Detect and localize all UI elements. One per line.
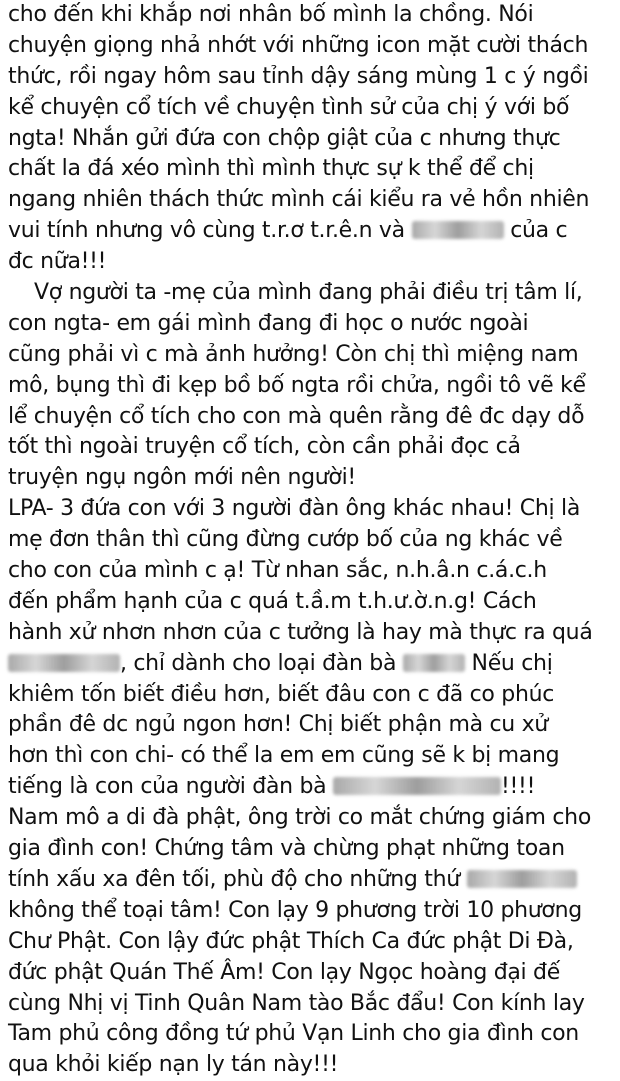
text-fragment: vui tính nhưng vô cùng t.r.ơ t.r.ê.n và bbox=[8, 218, 412, 244]
blurred-text-redaction bbox=[467, 870, 577, 888]
text-line: truyện ngụ ngôn mới nên người! bbox=[8, 465, 356, 491]
text-line: kể chuyện cổ tích về chuyện tình sử của chị ý với bố bbox=[8, 94, 570, 120]
text-line: cho đến khi khắp nơi nhân bố mình la chồng. Nói bbox=[8, 2, 534, 27]
text-line: thức, rồi ngay hôm sau tỉnh dậy sáng mùng 1 c ý ngồi bbox=[8, 63, 589, 89]
text-line: Tam phủ công đồng tứ phủ Vạn Linh cho gia đình con bbox=[8, 1021, 579, 1047]
text-line bbox=[8, 865, 616, 896]
text-line: Chư Phật. Con lậy đức phật Thích Ca đức phật Di Đà, bbox=[8, 928, 574, 954]
text-line: mẹ đơn thân thì cũng đừng cướp bố của ng khác về bbox=[8, 527, 563, 553]
text-line: qua khỏi kiếp nạn ly tán này!!! bbox=[8, 1052, 339, 1078]
text-line: gia đình con! Chứng tâm và chừng phạt những toan bbox=[8, 836, 565, 862]
blurred-text-redaction bbox=[403, 654, 465, 672]
post-body-text bbox=[8, 0, 616, 1081]
text-line bbox=[8, 216, 616, 247]
text-fragment: của c bbox=[503, 218, 568, 244]
text-fragment: Nếu chị bbox=[464, 650, 553, 676]
text-line bbox=[8, 772, 616, 803]
text-line: hơn thì con chi- có thể la em em cũng sẽ k bị mang bbox=[8, 743, 560, 769]
text-line: ngang nhiên thách thức mình cái kiểu ra vẻ hồn nhiên bbox=[8, 187, 590, 213]
text-line: cùng Nhị vị Tinh Quân Nam tào Bắc đẩu! Con kính lay bbox=[8, 990, 585, 1016]
blurred-text-redaction bbox=[333, 777, 501, 795]
text-line: chất la đá xéo mình thì mình thực sự k thể để chị bbox=[8, 156, 534, 182]
text-line: cũng phải vì c mà ảnh hưởng! Còn chị thì miệng nam bbox=[8, 341, 579, 367]
text-line: không thể toại tâm! Con lạy 9 phương trời 10 phương bbox=[8, 897, 582, 923]
text-line: đức phật Quán Thế Âm! Con lạy Ngọc hoàng đại đế bbox=[8, 959, 560, 985]
text-fragment: tính xấu xa đên tối, phù độ cho những thứ bbox=[8, 866, 467, 892]
blurred-text-redaction bbox=[8, 654, 120, 672]
text-line: khiêm tốn biết điều hơn, biết đâu con c đã co phúc bbox=[8, 681, 555, 707]
text-fragment: tiếng là con của người đàn bà bbox=[8, 774, 334, 800]
paragraph-first-line: Vợ người ta -mẹ của mình đang phải điều trị tâm lí, bbox=[34, 280, 583, 306]
blurred-text-redaction bbox=[412, 221, 504, 239]
paragraph-first-line: Nam mô a di đà phật, ông trời co mắt chứng giám cho bbox=[8, 805, 591, 831]
text-line: cho con của mình c ạ! Từ nhan sắc, n.h.â.n c.á.c.h bbox=[8, 558, 547, 584]
text-fragment: , chỉ dành cho loại đàn bà bbox=[120, 650, 403, 676]
paragraph-first-line: LPA- 3 đứa con với 3 người đàn ông khác nhau! Chị là bbox=[8, 496, 580, 522]
text-fragment: !!!! bbox=[501, 774, 536, 800]
text-line: mô, bụng thì đi kẹp bồ bố ngta rồi chửa, ngồi tô vẽ kể bbox=[8, 372, 586, 398]
text-line: hành xử nhơn nhơn của c tưởng là hay mà thực ra quá bbox=[8, 619, 593, 645]
text-line: đc nữa!!! bbox=[8, 249, 107, 275]
text-line: tốt thì ngoài truyện cổ tích, còn cần phải đọc cả bbox=[8, 434, 521, 460]
text-line: lể chuyện cổ tích cho con mà quên rằng đê đc dạy dỗ bbox=[8, 403, 585, 429]
text-line: chuyện giọng nhả nhớt với những icon mặt cười thách bbox=[8, 32, 589, 58]
text-line: con ngta- em gái mình đang đi học o nước ngoài bbox=[8, 310, 529, 336]
text-line bbox=[8, 649, 616, 680]
text-line: ngta! Nhắn gửi đứa con chộp giật của c nhưng thực bbox=[8, 125, 561, 151]
text-line: đến phẩm hạnh của c quá t.ầ.m t.h.ư.ờ.n.g! Cách bbox=[8, 588, 537, 614]
text-line: phần đê dc ngủ ngon hơn! Chị biết phận mà cu xử bbox=[8, 712, 548, 738]
